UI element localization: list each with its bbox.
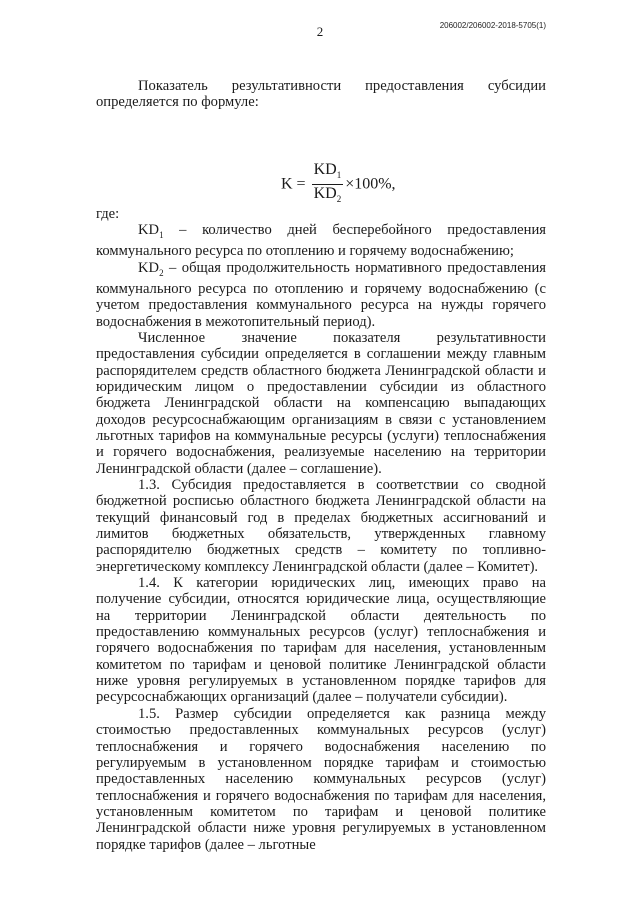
formula-rhs: ×100% [345, 175, 392, 193]
formula [96, 111, 546, 205]
definition-term: KD [138, 259, 160, 276]
formula-numerator: $KD_1$ [312, 161, 344, 185]
formula-tail: , [391, 175, 396, 193]
document-body [96, 78, 546, 853]
definition-text: – количество дней бесперебойного предоставления коммунального ресурса по отоплению и горячему водоснабжению; [96, 222, 546, 260]
paragraph-indicator-value: Численное значение показателя результативности предоставления субсидии определяется в соглашении между главным распорядителем средств областного бюджета Ленинградской области и юридическим лицом о предоставлении субсидии из областного бюджета Ленинградской области на компенсацию выпадающих доходов ресурсоснабжающим организациям в связи с установлением льготных тарифов на коммунальные ресурсы (услуги) теплоснабжения и горячего водоснабжения, реализуемые населению на территории Ленинградской области (далее – соглашение). [96, 329, 546, 477]
formula-denominator: $KD_2$ [313, 184, 342, 205]
definition-term: KD [138, 222, 160, 239]
definition-text: – общая продолжительность нормативного предоставления коммунального ресурса по отоплению и горячему водоснабжению (с учетом предоставления коммунального ресурса на нужды горячего водоснабжения в межотопительный период). [96, 259, 546, 330]
document-code: 206002/206002-2018-5705(1) [439, 21, 546, 30]
paragraph-1-4: 1.4. К категории юридических лиц, имеющих право на получение субсидии, относятся юридические лица, осуществляющие на территории Ленинградской области деятельность по предоставлению коммунальных ресурсов (услуг) теплоснабжения и горячего водоснабжения по тарифам для населения, установленным комитетом по тарифам и ценовой политике Ленинградской области ниже уровня регулируемых в установленном порядке тарифов для ресурсоснабжающих организаций (далее – получатели субсидии). [96, 575, 546, 706]
formula-fraction [312, 161, 344, 208]
formula-lhs: K = [281, 175, 306, 193]
paragraph-1-5: 1.5. Размер субсидии определяется как разница между стоимостью предоставленных коммунальных ресурсов (услуг) теплоснабжения и горячего водоснабжения населению по регулируемым в установленном порядке тарифам и стоимостью предоставленных населению коммунальных ресурсов (услуг) теплоснабжения и горячего водоснабжения по тарифам для населения, установленным комитетом по тарифам и ценовой политике Ленинградской области ниже уровня регулируемых в установленном порядке тарифов (далее – льготные [96, 705, 546, 853]
paragraph-1-3: 1.3. Субсидия предоставляется в соответствии со сводной бюджетной росписью областного бюджета Ленинградской области на текущий финансовый год в пределах бюджетных ассигнований и лимитов бюджетных обязательств, утвержденных главному распорядителю бюджетных средств – комитету по топливно-энергетическому комплексу Ленинградской области (далее – Комитет). [96, 477, 546, 575]
intro-paragraph: Показатель результативности предоставления субсидии определяется по формуле: [96, 78, 546, 111]
definition-kd2: $KD_2$ – общая продолжительность нормативного предоставления коммунального ресурса по отоплению и горячему водоснабжению (с учетом предоставления коммунального ресурса на нужды горячего водоснабжения в межотопительный период). [96, 259, 546, 330]
formula-expression [281, 161, 396, 208]
where-label: где: [96, 205, 120, 222]
definition-kd1: $KD_1$ – количество дней бесперебойного предоставления коммунального ресурса по отоплению и горячему водоснабжению; [96, 222, 546, 260]
page-number: 2 [316, 24, 324, 39]
